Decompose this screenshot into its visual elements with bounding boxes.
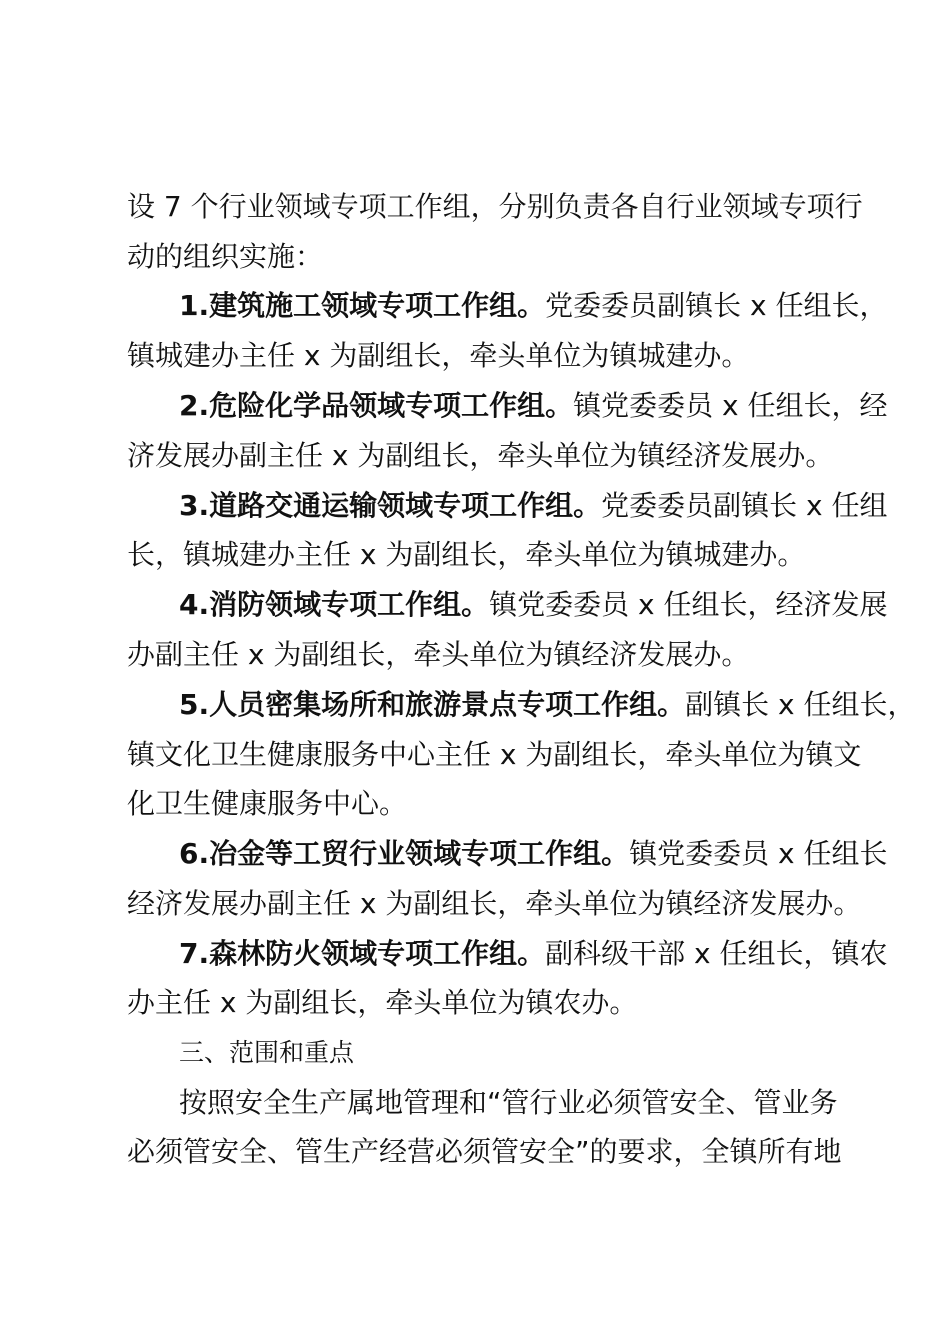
group-5-text: 副镇长 x 任组长， (685, 688, 916, 721)
section-3-heading: 三、范围和重点 (179, 1038, 355, 1067)
group-1-line-2: 镇城建办主任 x 为副组长，牵头单位为镇城建办。 (127, 339, 750, 372)
group-2-text: 镇党委委员 x 任组长，经 (573, 389, 888, 422)
group-3-line-1 (179, 481, 888, 531)
group-7-text: 副科级干部 x 任组长，镇农 (545, 937, 888, 970)
group-4-line-2: 办副主任 x 为副组长，牵头单位为镇经济发展办。 (127, 638, 750, 671)
group-6-line-2: 经济发展办副主任 x 为副组长，牵头单位为镇经济发展办。 (127, 887, 862, 920)
group-6-text: 镇党委委员 x 任组长 (629, 837, 888, 870)
group-3-text: 党委委员副镇长 x 任组 (601, 489, 888, 522)
group-1-text: 党委委员副镇长 x 任组长， (545, 289, 888, 322)
group-5-line-3: 化卫生健康服务中心。 (127, 787, 408, 820)
group-3-line-2: 长，镇城建办主任 x 为副组长，牵头单位为镇城建办。 (127, 538, 806, 571)
intro-line-2: 动的组织实施： (127, 240, 324, 273)
intro-line-1: 设 7 个行业领域专项工作组，分别负责各自行业领域专项行 (127, 190, 863, 223)
group-6-line-1 (179, 829, 888, 879)
group-5-line-2: 镇文化卫生健康服务中心主任 x 为副组长，牵头单位为镇文 (127, 738, 862, 771)
group-5-line-1 (179, 680, 916, 730)
group-4-line-1 (179, 580, 888, 630)
group-7-line-1 (179, 929, 888, 979)
group-1-line-1 (179, 281, 888, 331)
section-3-line-2: 必须管安全、管生产经营必须管安全”的要求，全镇所有地 (127, 1135, 842, 1168)
section-3-line-1: 按照安全生产属地管理和“管行业必须管安全、管业务 (179, 1086, 838, 1119)
group-2-title: 2.危险化学品领域专项工作组。 (179, 389, 574, 422)
group-7-title: 7.森林防火领域专项工作组。 (179, 937, 546, 970)
group-6-title: 6.冶金等工贸行业领域专项工作组。 (179, 837, 630, 870)
group-4-title: 4.消防领域专项工作组。 (179, 588, 490, 621)
group-3-title: 3.道路交通运输领域专项工作组。 (179, 489, 602, 522)
group-5-title: 5.人员密集场所和旅游景点专项工作组。 (179, 688, 686, 721)
group-4-text: 镇党委委员 x 任组长，经济发展 (489, 588, 888, 621)
group-1-title: 1.建筑施工领域专项工作组。 (179, 289, 546, 322)
group-2-line-1 (179, 381, 888, 431)
group-7-line-2: 办主任 x 为副组长，牵头单位为镇农办。 (127, 986, 638, 1019)
group-2-line-2: 济发展办副主任 x 为副组长，牵头单位为镇经济发展办。 (127, 439, 834, 472)
